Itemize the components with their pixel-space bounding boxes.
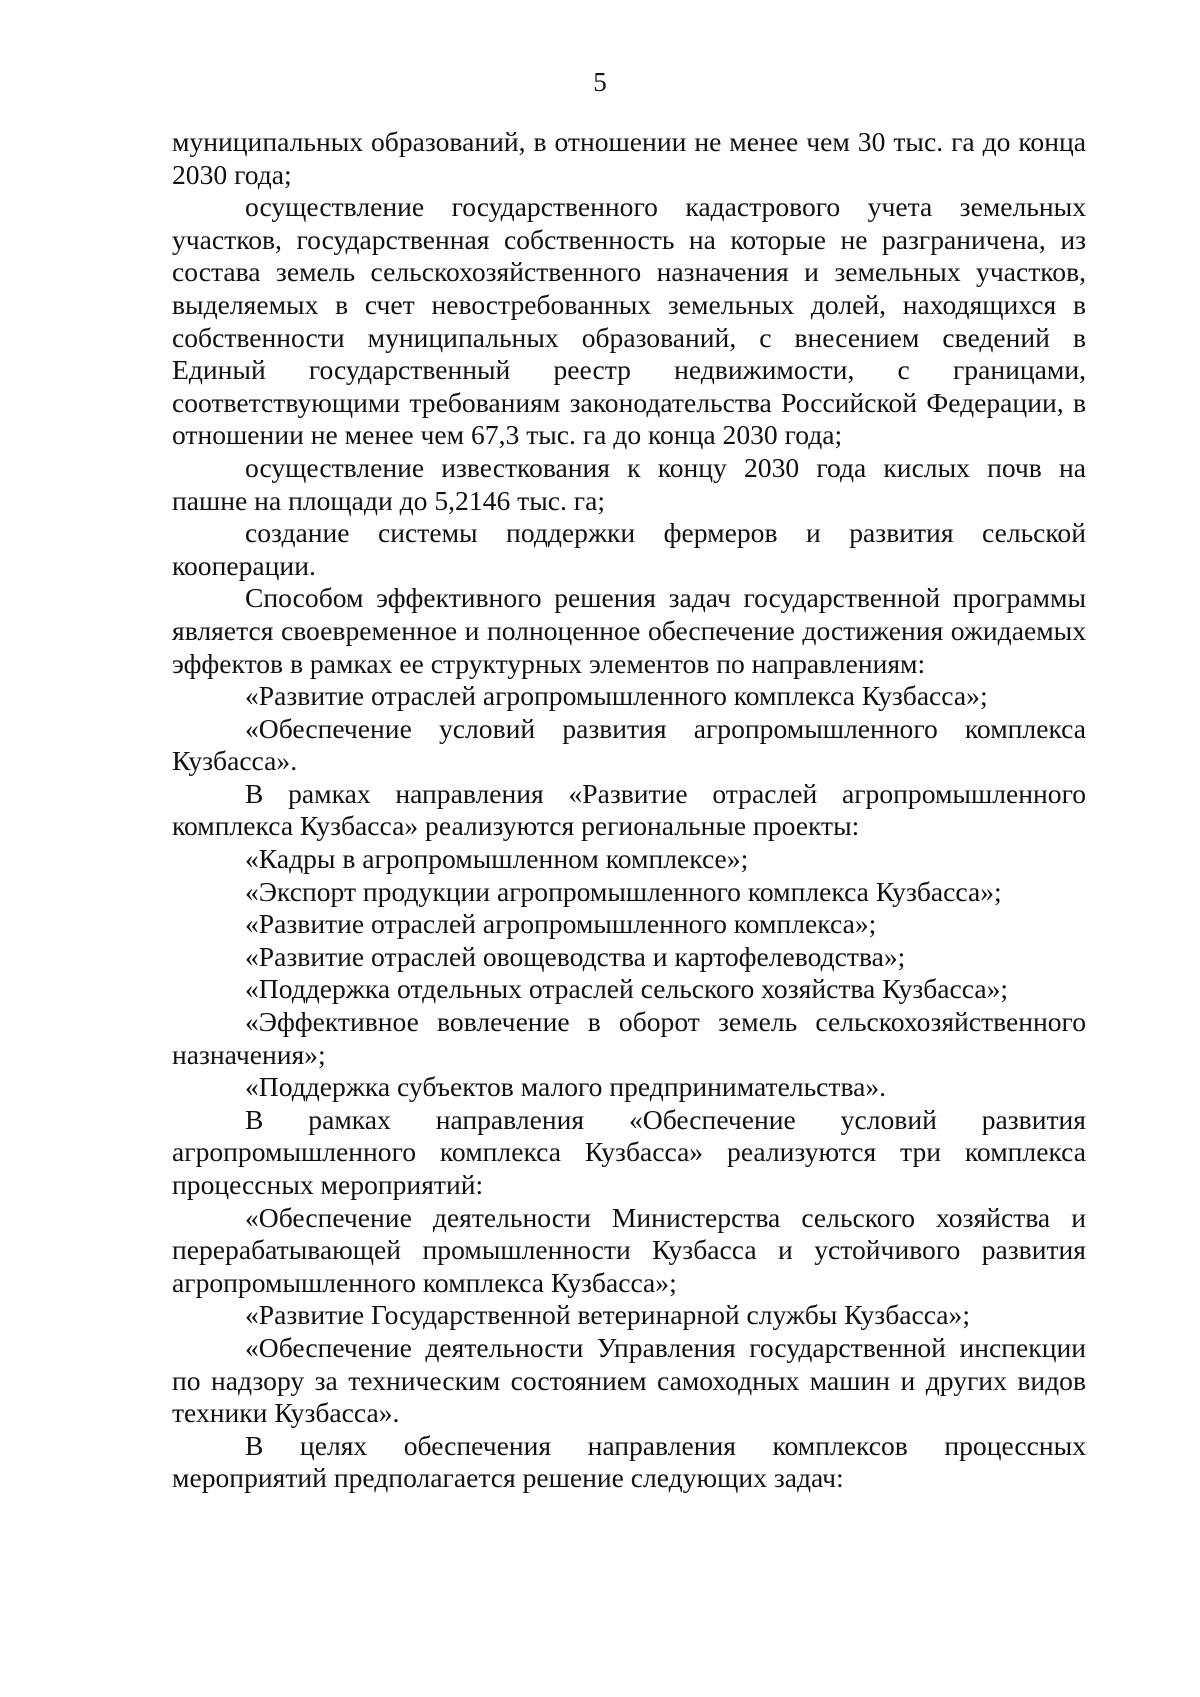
list-item: «Развитие отраслей агропромышленного комплекса Кузбасса»; xyxy=(245,680,988,712)
list-item: «Эффективное вовлечение в оборот земель сельскохозяйственного назначения»; xyxy=(172,1006,1086,1070)
list-item: «Поддержка отдельных отраслей сельского хозяйства Кузбасса»; xyxy=(245,973,1009,1005)
page-number: 5 xyxy=(593,67,607,97)
paragraph: Способом эффективного решения задач государственной программы является своевременное и полноценное обеспечение достижения ожидаемых эффектов в рамках ее структурных элементов по направлениям: xyxy=(172,582,1086,679)
list-item: «Кадры в агропромышленном комплексе»; xyxy=(245,843,749,875)
paragraph: В рамках направления «Обеспечение условий развития агропромышленного комплекса Кузбасса» реализуются три комплекса процессных мероприятий: xyxy=(172,1103,1086,1200)
list-item: «Развитие отраслей агропромышленного комплекса»; xyxy=(245,908,877,940)
paragraph: осуществление известкования к концу 2030 года кислых почв на пашне на площади до 5,2146 тыс. га; xyxy=(172,451,1086,516)
list-item: «Поддержка субъектов малого предпринимательства». xyxy=(245,1071,887,1103)
list-item: «Развитие отраслей овощеводства и картофелеводства»; xyxy=(245,940,906,972)
list-item: «Обеспечение условий развития агропромышленного комплекса Кузбасса». xyxy=(172,712,1086,777)
paragraph: В целях обеспечения направления комплексов процессных мероприятий предполагается решение следующих задач: xyxy=(172,1429,1086,1494)
paragraph: муниципальных образований, в отношении не менее чем 30 тыс. га до конца 2030 года; xyxy=(172,126,1086,190)
paragraph: В рамках направления «Развитие отраслей агропромышленного комплекса Кузбасса» реализуются региональные проекты: xyxy=(172,777,1086,842)
paragraph: осуществление государственного кадастрового учета земельных участков, государственная собственность на которые не разграничена, из состава земель сельскохозяйственного назначения и земельных участков, выделяемых в счет невостребованных земельных долей, находящихся в собственности муниципальных образований, с внесением сведений в Единый государственный реестр недвижимости, с границами, соответствующими требованиям законодательства Российской Федерации, в отношении не менее чем 67,3 тыс. га до конца 2030 года; xyxy=(172,191,1086,451)
paragraph: создание системы поддержки фермеров и развития сельской кооперации. xyxy=(172,517,1086,581)
list-item: «Обеспечение деятельности Министерства сельского хозяйства и перерабатывающей промышленности Кузбасса и устойчивого развития агропромышленного комплекса Кузбасса»; xyxy=(172,1201,1086,1298)
list-item: «Обеспечение деятельности Управления государственной инспекции по надзору за техническим состоянием самоходных машин и других видов техники Кузбасса». xyxy=(172,1331,1086,1429)
document-body xyxy=(172,126,1086,1495)
list-item: «Развитие Государственной ветеринарной службы Кузбасса»; xyxy=(245,1299,971,1331)
list-item: «Экспорт продукции агропромышленного комплекса Кузбасса»; xyxy=(245,875,1002,907)
